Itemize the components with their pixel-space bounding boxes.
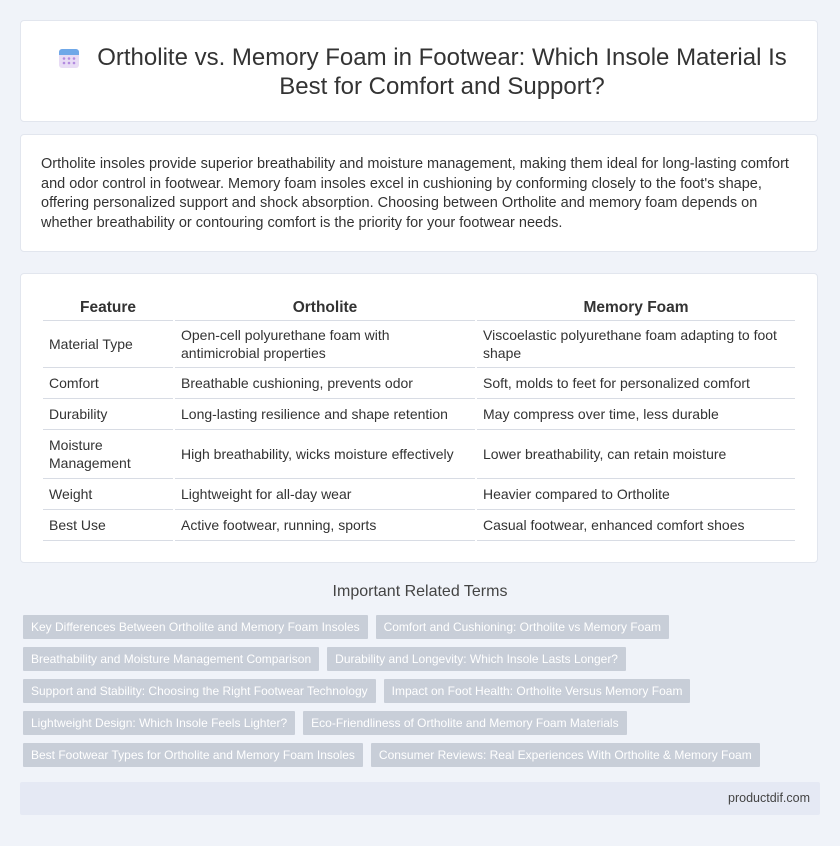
table-row [43, 399, 795, 430]
footer [20, 782, 820, 815]
related-term-link[interactable]: Breathability and Moisture Management Comparison [23, 647, 319, 671]
cell-memory-foam: Heavier compared to Ortholite [477, 479, 795, 510]
table-header-row [43, 296, 795, 321]
related-terms-list [23, 615, 823, 775]
cell-ortholite: Open-cell polyurethane foam with antimicrobial properties [175, 321, 475, 368]
cell-ortholite: Active footwear, running, sports [175, 510, 475, 541]
related-term-link[interactable]: Impact on Foot Health: Ortholite Versus Memory Foam [384, 679, 691, 703]
table-row [43, 510, 795, 541]
tag-row [23, 615, 823, 639]
cell-ortholite: High breathability, wicks moisture effectively [175, 430, 475, 479]
tag-row [23, 743, 823, 767]
header-memory-foam: Memory Foam [477, 296, 795, 321]
cell-feature: Comfort [43, 368, 173, 399]
related-term-link[interactable]: Best Footwear Types for Ortholite and Memory Foam Insoles [23, 743, 363, 767]
related-term-link[interactable]: Key Differences Between Ortholite and Memory Foam Insoles [23, 615, 368, 639]
cell-feature: Best Use [43, 510, 173, 541]
related-term-link[interactable]: Lightweight Design: Which Insole Feels Lighter? [23, 711, 295, 735]
tag-row [23, 647, 823, 671]
header-card [20, 20, 818, 122]
cell-ortholite: Long-lasting resilience and shape retention [175, 399, 475, 430]
comparison-table [41, 296, 797, 541]
related-terms-title: Important Related Terms [332, 583, 508, 600]
tag-row [23, 679, 823, 703]
cell-memory-foam: Lower breathability, can retain moisture [477, 430, 795, 479]
cell-feature: Moisture Management [43, 430, 173, 479]
comparison-card [20, 273, 818, 563]
related-term-link[interactable]: Durability and Longevity: Which Insole Lasts Longer? [327, 647, 626, 671]
table-row [43, 368, 795, 399]
footer-site-link[interactable]: productdif.com [728, 791, 810, 805]
intro-text: Ortholite insoles provide superior breathability and moisture management, making them ideal for long-lasting comfort and odor control in footwear. Memory foam insoles excel in cushioning by conforming closely to the foot's shape, offering personalized support and shock absorption. Choosing between Ortholite and memory foam depends on whether breathability or contouring comfort is the priority for your footwear needs. [41, 156, 789, 231]
cell-memory-foam: Soft, molds to feet for personalized comfort [477, 368, 795, 399]
cell-memory-foam: Viscoelastic polyurethane foam adapting to foot shape [477, 321, 795, 368]
table-row [43, 321, 795, 368]
cell-feature: Material Type [43, 321, 173, 368]
table-row [43, 430, 795, 479]
cell-ortholite: Breathable cushioning, prevents odor [175, 368, 475, 399]
calendar-icon [57, 46, 81, 70]
related-term-link[interactable]: Consumer Reviews: Real Experiences With Ortholite & Memory Foam [371, 743, 760, 767]
cell-memory-foam: Casual footwear, enhanced comfort shoes [477, 510, 795, 541]
related-term-link[interactable]: Support and Stability: Choosing the Right Footwear Technology [23, 679, 376, 703]
cell-ortholite: Lightweight for all-day wear [175, 479, 475, 510]
header-feature: Feature [43, 296, 173, 321]
cell-feature: Durability [43, 399, 173, 430]
intro-card [20, 134, 818, 252]
page-title: Ortholite vs. Memory Foam in Footwear: Which Insole Material Is Best for Comfort and Support? [97, 44, 787, 100]
tag-row [23, 711, 823, 735]
cell-feature: Weight [43, 479, 173, 510]
related-term-link[interactable]: Comfort and Cushioning: Ortholite vs Memory Foam [376, 615, 669, 639]
header-ortholite: Ortholite [175, 296, 475, 321]
cell-memory-foam: May compress over time, less durable [477, 399, 795, 430]
table-row [43, 479, 795, 510]
related-term-link[interactable]: Eco-Friendliness of Ortholite and Memory Foam Materials [303, 711, 626, 735]
